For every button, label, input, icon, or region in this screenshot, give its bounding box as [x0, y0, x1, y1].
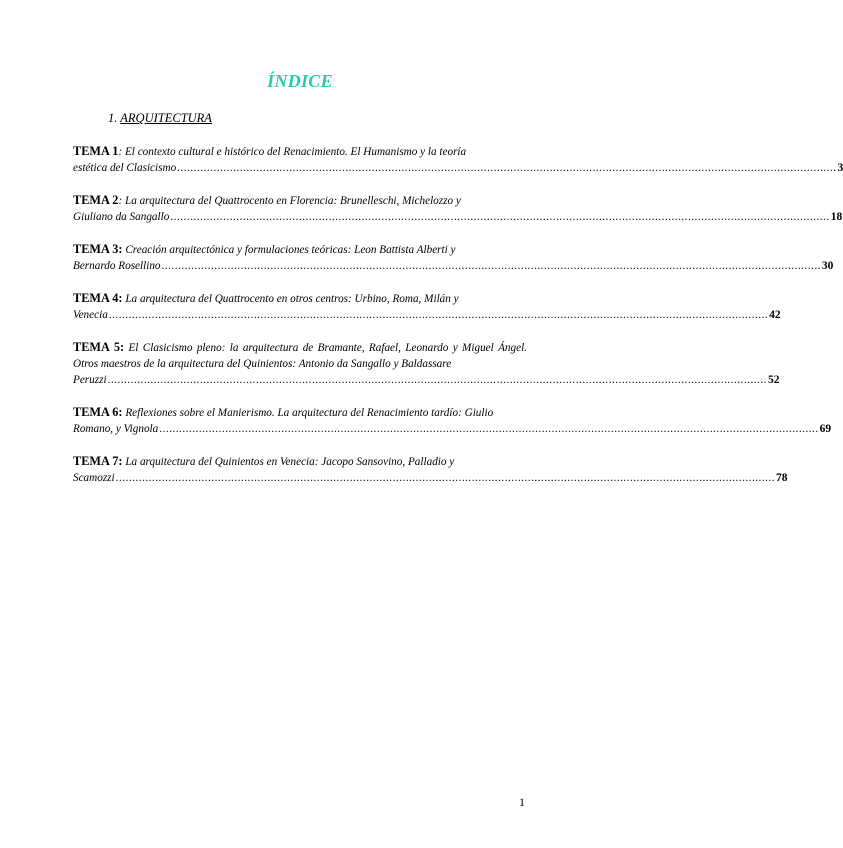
entry-tail: Scamozzi [73, 472, 115, 484]
toc-entry[interactable] [73, 143, 843, 176]
entry-page-number: 52 [767, 374, 780, 386]
entry-text: El Clasicismo pleno: la arquitectura de Bramante, Rafael, Leonardo y Miguel Ángel. Otros maestros de la arquitectura del Quinientos: Antonio da Sangallo y Baldassare [73, 342, 527, 370]
entry-tail: Peruzzi [73, 374, 107, 386]
entry-page-number: 30 [821, 260, 834, 272]
section-heading [108, 111, 212, 126]
page-number: 1 [519, 795, 525, 809]
dot-leader: ........................................................................................................................................................................................................ [161, 260, 821, 272]
toc-entry[interactable] [73, 241, 834, 274]
section-number: 1. [108, 111, 121, 125]
entry-label: TEMA 2 [73, 193, 119, 207]
toc-entry[interactable] [73, 453, 788, 486]
toc-entry[interactable] [73, 290, 781, 323]
entry-lead: : [118, 195, 123, 207]
entry-text: La arquitectura del Quinientos en Venecia: Jacopo Sansovino, Palladio y [122, 456, 455, 468]
dot-leader: ........................................................................................................................................................................................................ [170, 211, 830, 223]
entry-tail: Venecia [73, 309, 108, 321]
entry-label: TEMA 3: [73, 242, 123, 256]
toc-entries [73, 143, 843, 502]
toc-entry[interactable] [73, 192, 843, 225]
entry-tail: Giuliano da Sangallo [73, 211, 170, 223]
entry-page-number: 18 [830, 211, 843, 223]
entry-page-number: 69 [819, 423, 832, 435]
entry-label: TEMA 7: [73, 454, 123, 468]
dot-leader: ........................................................................................................................................................................................................ [108, 309, 769, 321]
entry-label: TEMA 5: [73, 340, 125, 354]
entry-text: El contexto cultural e histórico del Renacimiento. El Humanismo y la teoría [122, 146, 467, 158]
dot-leader: ........................................................................................................................................................................................................ [115, 472, 776, 484]
section-name: ARQUITECTURA [120, 111, 212, 125]
entry-text: Reflexiones sobre el Manierismo. La arquitectura del Renacimiento tardío: Giulio [122, 407, 494, 419]
entry-lead: : [118, 146, 123, 158]
entry-page-number: 42 [769, 309, 781, 321]
dot-leader: ........................................................................................................................................................................................................ [107, 374, 767, 386]
dot-leader: ........................................................................................................................................................................................................ [159, 423, 819, 435]
entry-text: La arquitectura del Quattrocento en otros centros: Urbino, Roma, Milán y [122, 293, 459, 305]
entry-label: TEMA 4: [73, 291, 123, 305]
entry-text: La arquitectura del Quattrocento en Florencia: Brunelleschi, Michelozzo y [122, 195, 461, 207]
entry-label: TEMA 6: [73, 405, 123, 419]
entry-tail: estética del Clasicismo [73, 162, 177, 174]
entry-text: Creación arquitectónica y formulaciones teóricas: Leon Battista Alberti y [122, 244, 456, 256]
toc-entry[interactable] [73, 339, 780, 388]
toc-entry[interactable] [73, 404, 832, 437]
entry-page-number: 3 [837, 162, 843, 174]
entry-label: TEMA 1 [73, 144, 119, 158]
entry-tail: Romano, y Vignola [73, 423, 159, 435]
entry-tail: Bernardo Rosellino [73, 260, 161, 272]
entry-page-number: 78 [776, 472, 788, 484]
index-title: ÍNDICE [267, 71, 333, 91]
dot-leader: ........................................................................................................................................................................................................ [177, 162, 837, 174]
